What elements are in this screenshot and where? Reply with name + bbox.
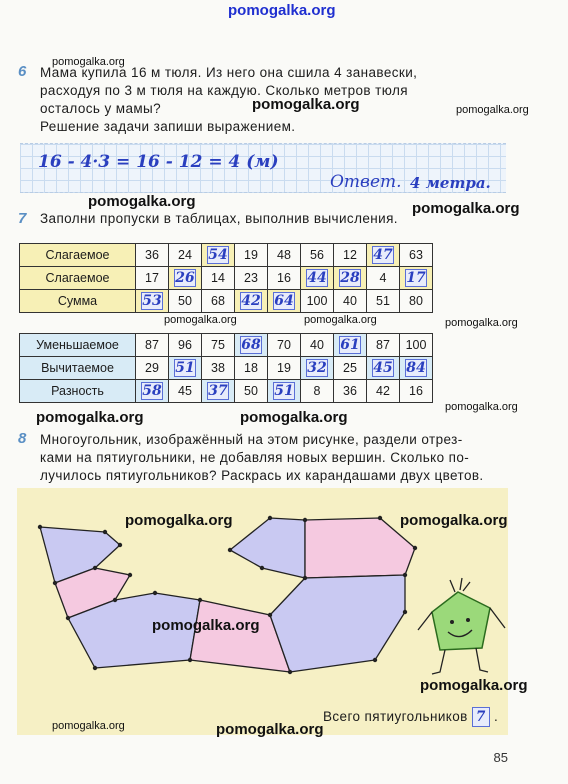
- table-cell: 87: [136, 334, 169, 357]
- watermark: pomogalka.org: [152, 617, 260, 634]
- task-6-number: 6: [18, 63, 27, 80]
- watermark: pomogalka.org: [52, 720, 125, 732]
- count-label: Всего пятиугольников: [323, 709, 468, 724]
- filled-answer: 47: [373, 247, 393, 263]
- table-cell: 8: [301, 380, 334, 403]
- table-cell: 100: [301, 290, 334, 313]
- table-cell: 16: [400, 380, 433, 403]
- row-label: Сумма: [20, 290, 136, 313]
- table-cell: 19: [268, 357, 301, 380]
- task-8-number: 8: [18, 430, 27, 447]
- table-cell: 87: [367, 334, 400, 357]
- watermark: pomogalka.org: [216, 721, 324, 738]
- row-label: Слагаемое: [20, 244, 136, 267]
- watermark: pomogalka.org: [445, 317, 518, 329]
- filled-answer: 68: [241, 337, 261, 353]
- table-cell: 12: [334, 244, 367, 267]
- pentagon-mascot-icon: [418, 578, 505, 674]
- table-cell: 48: [268, 244, 301, 267]
- answer-value: 4 метра.: [410, 174, 491, 192]
- pentagon-5: [230, 518, 305, 578]
- filled-answer: 28: [340, 270, 360, 286]
- pentagon-6: [305, 518, 415, 578]
- pentagon-7: [270, 575, 405, 672]
- watermark: pomogalka.org: [125, 512, 233, 529]
- task-7-number: 7: [18, 210, 27, 227]
- table-cell: 50: [169, 290, 202, 313]
- filled-answer: 84: [406, 360, 426, 376]
- filled-answer: 64: [274, 293, 294, 309]
- row-label: Слагаемое: [20, 267, 136, 290]
- watermark: pomogalka.org: [420, 677, 528, 694]
- task-7-instruction: Заполни пропуски в таблицах, выполнив вычисления.: [40, 211, 398, 226]
- table-cell: 100: [400, 334, 433, 357]
- filled-answer: 44: [307, 270, 327, 286]
- table-cell: 80: [400, 290, 433, 313]
- table-cell: 24: [169, 244, 202, 267]
- watermark: pomogalka.org: [164, 314, 237, 326]
- table-cell: 42: [367, 380, 400, 403]
- filled-answer: 17: [406, 270, 426, 286]
- table-cell: 40: [334, 290, 367, 313]
- watermark: pomogalka.org: [400, 512, 508, 529]
- filled-answer: 32: [307, 360, 327, 376]
- top-watermark[interactable]: pomogalka.org: [228, 2, 336, 19]
- task-6-line-3: осталось у мамы?: [40, 101, 162, 116]
- count-answer[interactable]: 7: [472, 707, 490, 727]
- task-6-solution: 16 - 4·3 = 16 - 12 = 4 (м): [38, 152, 279, 172]
- table-cell: 4: [367, 267, 400, 290]
- watermark: pomogalka.org: [252, 96, 360, 113]
- table-cell: 70: [268, 334, 301, 357]
- task-6-line-2: расходуя по 3 м тюля на каждую. Сколько метров тюля: [40, 83, 408, 98]
- task-8-line-2: ками на пятиугольники, не добавляя новых вершин. Сколько по-: [40, 450, 470, 465]
- table-cell: 25: [334, 357, 367, 380]
- table-cell: 56: [301, 244, 334, 267]
- table-cell: 40: [301, 334, 334, 357]
- watermark: pomogalka.org: [456, 104, 529, 116]
- table-cell: 75: [202, 334, 235, 357]
- table-cell: 36: [334, 380, 367, 403]
- filled-answer: 54: [208, 247, 228, 263]
- filled-answer: 42: [241, 293, 261, 309]
- filled-answer: 45: [373, 360, 393, 376]
- table-cell: 38: [202, 357, 235, 380]
- table-cell: 18: [235, 357, 268, 380]
- filled-answer: 51: [175, 360, 195, 376]
- table-cell: 16: [268, 267, 301, 290]
- watermark: pomogalka.org: [412, 200, 520, 217]
- filled-answer: 37: [208, 383, 228, 399]
- filled-answer: 26: [175, 270, 195, 286]
- task-6-line-1: Мама купила 16 м тюля. Из него она сшила 4 занавески,: [40, 65, 418, 80]
- filled-answer: 58: [142, 383, 162, 399]
- watermark: pomogalka.org: [88, 193, 196, 210]
- count-line: Всего пятиугольников 7 .: [323, 709, 499, 725]
- table-cell: 96: [169, 334, 202, 357]
- task-8-line-1: Многоугольник, изображённый на этом рисунке, раздели отрез-: [40, 432, 463, 447]
- row-label: Разность: [20, 380, 136, 403]
- table-cell: 17: [136, 267, 169, 290]
- table-cell: 50: [235, 380, 268, 403]
- row-label: Вычитаемое: [20, 357, 136, 380]
- watermark: pomogalka.org: [240, 409, 348, 426]
- page-number: 85: [493, 750, 508, 765]
- table-cell: 45: [169, 380, 202, 403]
- watermark: pomogalka.org: [304, 314, 377, 326]
- filled-answer: 51: [274, 383, 294, 399]
- table-cell: 29: [136, 357, 169, 380]
- table-cell: 51: [367, 290, 400, 313]
- watermark: pomogalka.org: [52, 56, 125, 68]
- watermark: pomogalka.org: [36, 409, 144, 426]
- task-8-line-3: лучилось пятиугольников? Раскрась их карандашами двух цветов.: [40, 468, 484, 483]
- table-cell: 19: [235, 244, 268, 267]
- table-cell: 14: [202, 267, 235, 290]
- table-cell: 36: [136, 244, 169, 267]
- table-cell: 23: [235, 267, 268, 290]
- table-cell: 68: [202, 290, 235, 313]
- watermark: pomogalka.org: [445, 401, 518, 413]
- filled-answer: 61: [340, 337, 360, 353]
- task-6-line-4: Решение задачи запиши выражением.: [40, 119, 296, 134]
- filled-answer: 53: [142, 293, 162, 309]
- answer-label: Ответ.: [330, 172, 402, 192]
- row-label: Уменьшаемое: [20, 334, 136, 357]
- table-cell: 63: [400, 244, 433, 267]
